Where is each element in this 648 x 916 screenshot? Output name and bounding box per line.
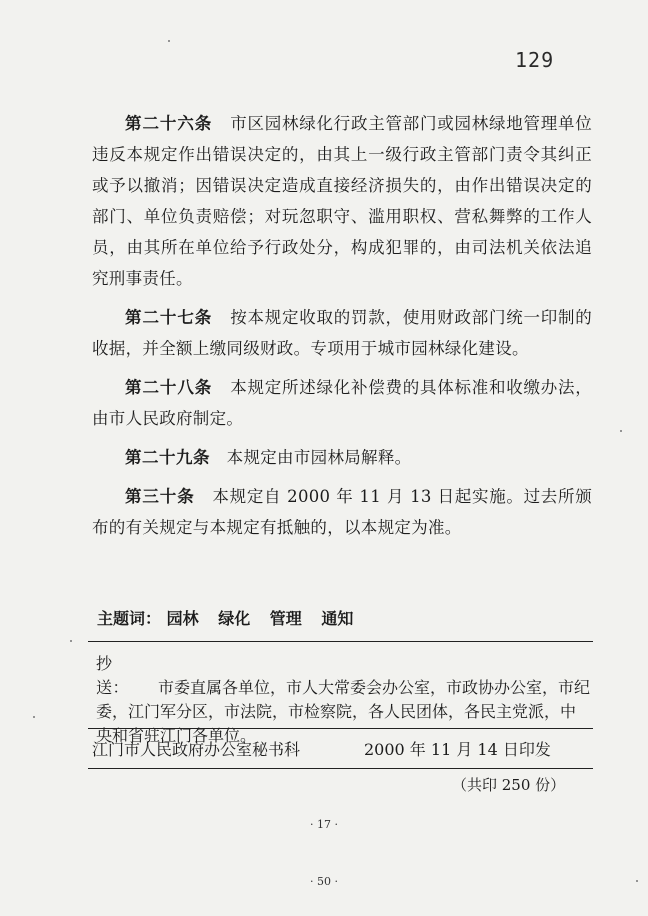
divider-line [88, 768, 593, 769]
cc-label: 抄 送： [96, 654, 130, 697]
article-29 [92, 442, 592, 473]
article-30-title: 第三十条 [125, 487, 195, 506]
subject-keyword: 园林 [166, 609, 199, 628]
divider-line [88, 641, 593, 642]
scan-speck [168, 40, 170, 42]
article-27-title: 第二十七条 [125, 308, 213, 327]
article-26-text: 市区园林绿化行政主管部门或园林绿地管理单位违反本规定作出错误决定的，由其上一级行政主管部门责令其纠正或予以撤消；因错误决定造成直接经济损失的，由作出错误决定的部门、单位负责赔偿；对玩忽职守、滥用职权、营私舞弊的工作人员，由其所在单位给予行政处分，构成犯罪的，由司法机关依法追究刑事责任。 [92, 114, 592, 288]
subject-keyword: 通知 [321, 609, 354, 628]
scan-speck [33, 716, 35, 718]
article-29-title: 第二十九条 [125, 448, 210, 467]
copies-count: （共印 250 份） [452, 776, 566, 794]
article-26 [92, 108, 592, 294]
article-28 [92, 372, 592, 434]
subject-label: 主题词： [97, 609, 162, 628]
document-body [92, 108, 592, 551]
scan-speck [70, 640, 72, 642]
issuer-line [92, 737, 592, 760]
article-27 [92, 302, 592, 364]
article-29-text: 本规定由市园林局解释。 [226, 448, 412, 467]
page-number-inner: · 17 · [310, 818, 338, 831]
article-27-text: 按本规定收取的罚款，使用财政部门统一印制的收据，并全额上缴同级财政。专项用于城市园林绿化建设。 [92, 308, 592, 358]
scan-speck [636, 880, 638, 882]
article-26-title: 第二十六条 [125, 114, 213, 133]
subject-keywords [97, 606, 367, 629]
subject-keyword: 绿化 [218, 609, 251, 628]
subject-keyword: 管理 [269, 609, 302, 628]
issuer-name: 江门市人民政府办公室秘书科 [92, 740, 301, 759]
article-30-text: 本规定自 2000 年 11 月 13 日起实施。过去所颁布的有关规定与本规定有抵触的，以本规定为准。 [92, 487, 593, 537]
issue-date: 2000 年 11 月 14 日印发 [364, 740, 551, 759]
divider-line [88, 728, 593, 729]
article-28-text: 本规定所述绿化补偿费的具体标准和收缴办法，由市人民政府制定。 [92, 378, 592, 428]
cc-block [96, 652, 590, 748]
page-number-outer: · 50 · [310, 875, 338, 888]
cc-recipients: 市委直属各单位，市人大常委会办公室，市政协办公室，市纪委，江门军分区，市法院，市检察院，各人民团体，各民主党派，中央和省驻江门各单位。 [96, 678, 591, 745]
scan-speck [620, 430, 622, 432]
article-30 [92, 481, 592, 543]
handwritten-page-number: 129 [515, 48, 555, 72]
article-28-title: 第二十八条 [125, 378, 213, 397]
